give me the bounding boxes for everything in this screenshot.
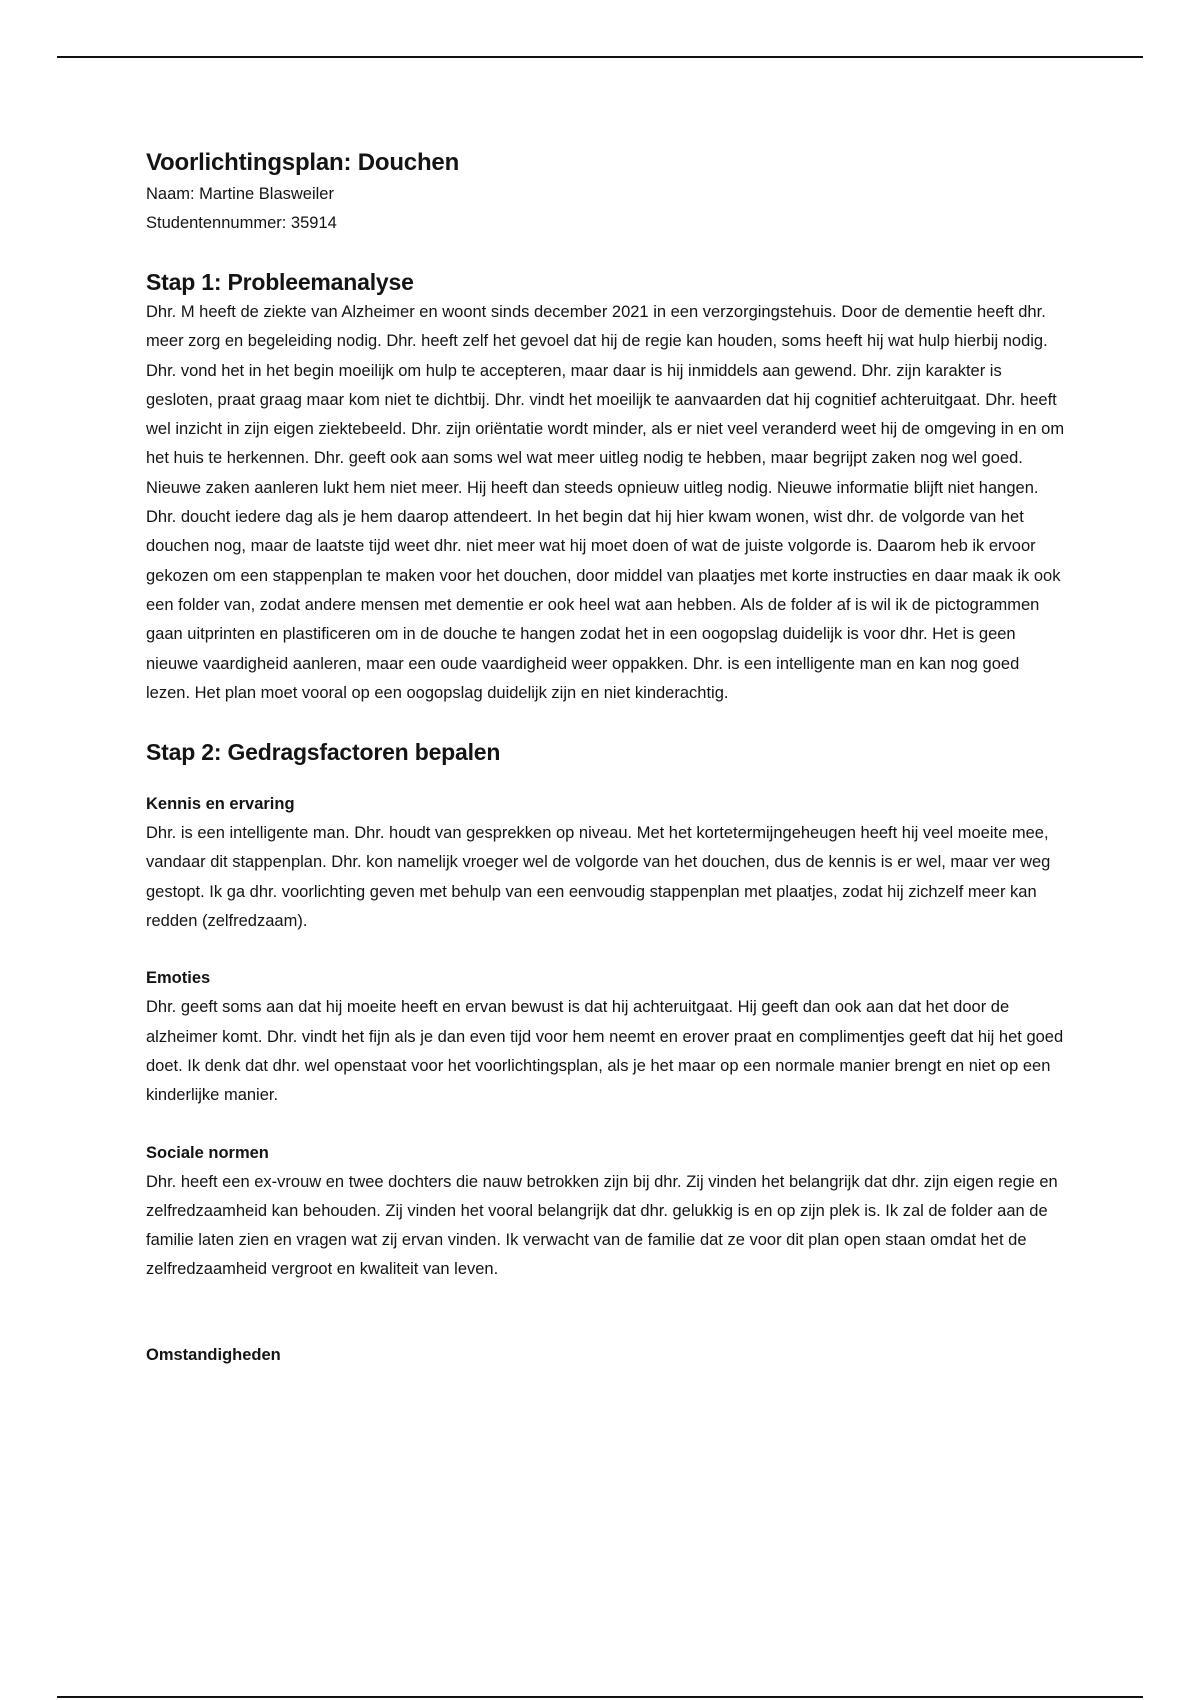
step1-paragraph-1: Dhr. M heeft de ziekte van Alzheimer en woont sinds december 2021 in een verzorgingstehuis. Door de dementie heeft dhr. meer zorg en begeleiding nodig. Dhr. heeft zelf het gevoel dat hij de regie kan houden, soms heeft hij wat hulp hierbij nodig. Dhr. vond het in het begin moeilijk om hulp te accepteren, maar daar is hij inmiddels aan gewend. Dhr. zijn karakter is gesloten, praat graag maar kom niet te dichtbij. Dhr. vindt het moeilijk te aanvaarden dat hij cognitief achteruitgaat. Dhr. heeft wel inzicht in zijn eigen ziektebeeld. Dhr. zijn oriëntatie wordt minder, als er niet veel veranderd weet hij de omgeving in en om het huis te herkennen. Dhr. geeft ook aan soms wel wat meer uitleg nodig te hebben, maar begrijpt zaken nog wel goed. Nieuwe zaken aanleren lukt hem niet meer. Hij heeft dan steeds opnieuw uitleg nodig. Nieuwe informatie blijft niet hangen.: [146, 303, 1065, 497]
circumstances-block: [146, 1341, 1066, 1370]
bottom-divider: [57, 1696, 1143, 1698]
student-number: Studentennummer: 35914: [146, 214, 337, 232]
author-name: Naam: Martine Blasweiler: [146, 185, 334, 203]
social-norms-heading: Sociale normen: [146, 1143, 269, 1162]
knowledge-block: [146, 790, 1066, 936]
emotions-block: [146, 964, 1066, 1110]
step2-section: [146, 736, 1066, 1370]
top-divider: [57, 56, 1143, 58]
knowledge-text: Dhr. is een intelligente man. Dhr. houdt van gesprekken op niveau. Met het kortetermijngeheugen heeft hij veel moeite mee, vandaar dit stappenplan. Dhr. kon namelijk vroeger wel de volgorde van het douchen, dus de kennis is er wel, maar ver weg gestopt. Ik ga dhr. voorlichting geven met behulp van een eenvoudig stappenplan met plaatjes, zodat hij zichzelf meer kan redden (zelfredzaam).: [146, 824, 1051, 931]
circumstances-heading: Omstandigheden: [146, 1345, 281, 1364]
knowledge-heading: Kennis en ervaring: [146, 795, 295, 814]
author-info: [146, 180, 1066, 238]
emotions-text: Dhr. geeft soms aan dat hij moeite heeft en ervan bewust is dat hij achteruitgaat. Hij geeft dan ook aan dat het door de alzheimer komt. Dhr. vindt het fijn als je dan even tijd voor hem neemt en erover praat en complimentjes geeft dat hij het goed doet. Ik denk dat dhr. wel openstaat voor het voorlichtingsplan, als je het maar op een normale manier brengt en niet op een kinderlijke manier.: [146, 998, 1064, 1105]
social-norms-block: [146, 1139, 1066, 1285]
step2-heading: Stap 2: Gedragsfactoren bepalen: [146, 739, 501, 766]
social-norms-text: Dhr. heeft een ex-vrouw en twee dochters die nauw betrokken zijn bij dhr. Zij vinden het belangrijk dat dhr. zijn eigen regie en zelfredzaamheid kan behouden. Zij vinden het vooral belangrijk dat dhr. gelukkig is en op zijn plek is. Ik zal de folder aan de familie laten zien en vragen wat zij ervan vinden. Ik verwacht van de familie dat ze voor dit plan open staan omdat het de zelfredzaamheid vergroot en kwaliteit van leven.: [146, 1172, 1058, 1279]
step1-paragraph-2: Dhr. doucht iedere dag als je hem daarop attendeert. In het begin dat hij hier kwam wonen, wist dhr. de volgorde van het douchen nog, maar de laatste tijd weet dhr. niet meer wat hij moet doen of wat de juiste volgorde is. Daarom heb ik ervoor gekozen om een stappenplan te maken voor het douchen, door middel van plaatjes met korte instructies en daar maak ik ook een folder van, zodat andere mensen met dementie er ook heel wat aan hebben. Als de folder af is wil ik de pictogrammen gaan uitprinten en plastificeren om in de douche te hangen zodat het in een oogopslag duidelijk is voor dhr. Het is geen nieuwe vaardigheid aanleren, maar een oude vaardigheid weer oppakken. Dhr. is een intelligente man en kan nog goed lezen. Het plan moet vooral op een oogopslag duidelijk zijn en niet kinderachtig.: [146, 508, 1061, 702]
emotions-heading: Emoties: [146, 969, 211, 988]
step1-section: [146, 266, 1066, 708]
step1-heading: Stap 1: Probleemanalyse: [146, 269, 414, 295]
document-page: [146, 146, 1066, 1370]
document-title: Voorlichtingsplan: Douchen: [146, 149, 460, 176]
